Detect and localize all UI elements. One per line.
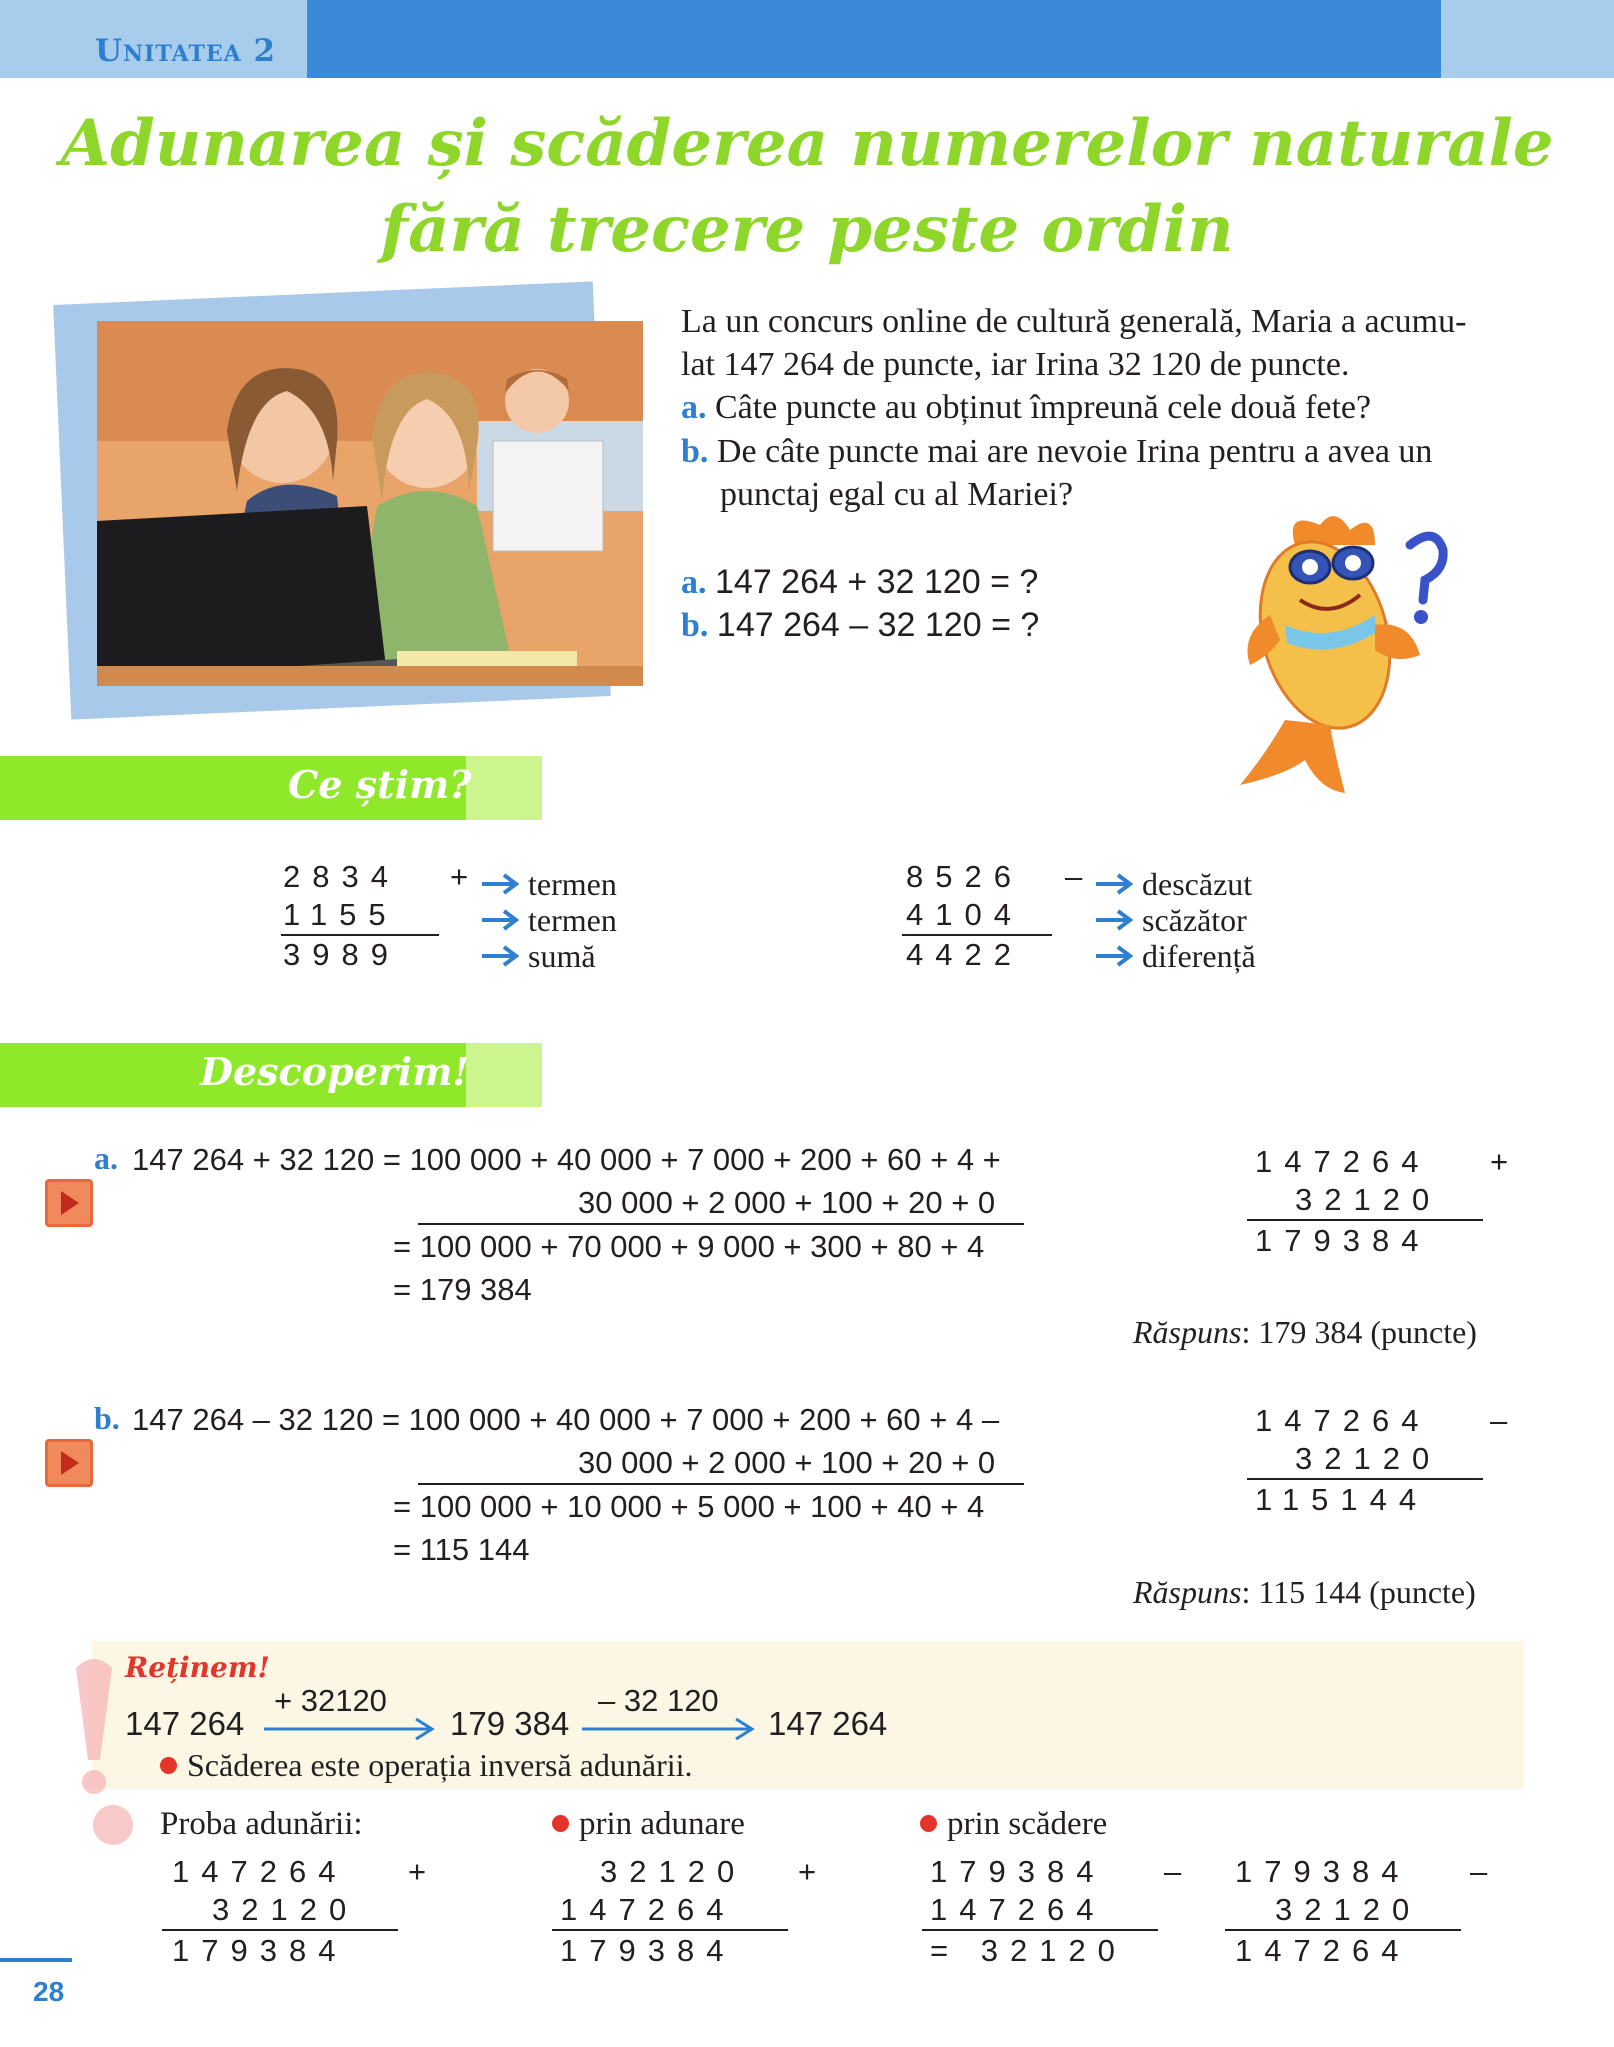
equation-a-label: a. — [681, 564, 707, 601]
retinem-op-plus: + 32120 — [274, 1683, 387, 1718]
part-a-line-2: 30 000 + 2 000 + 100 + 20 + 0 — [578, 1185, 996, 1220]
page-number-rule — [0, 1958, 72, 1962]
fish-mascot-illustration — [1225, 505, 1465, 795]
question-b-continued: punctaj egal cu al Mariei? — [720, 476, 1074, 513]
arrow-right-icon — [480, 873, 520, 895]
retinem-title: Reținem! — [125, 1651, 270, 1684]
addition-labels — [480, 866, 617, 974]
part-a-sum-line — [418, 1223, 1024, 1225]
label-scazator: scăzător — [1142, 902, 1247, 938]
play-icon — [48, 1442, 90, 1484]
bullet-icon — [160, 1757, 177, 1774]
proba-add-line — [552, 1929, 788, 1931]
play-video-button[interactable] — [45, 1179, 93, 1227]
sum-result: 3989 — [283, 937, 400, 972]
part-b-letter: b. — [94, 1400, 120, 1436]
part-b-line-3: = 100 000 + 10 000 + 5 000 + 100 + 40 + 4 — [393, 1489, 985, 1524]
subtrahend: 4104 — [906, 897, 1023, 932]
answer-label: Răspuns — [1133, 1574, 1242, 1610]
addend-2: 1155 — [283, 897, 398, 932]
students-laptop-photo — [97, 321, 643, 686]
equation-a-text: 147 264 + 32 120 = ? — [715, 563, 1039, 601]
minuend: 8526 — [906, 859, 1023, 894]
proba-add-result: 179384 — [560, 1933, 736, 1968]
proba-main-result: 179384 — [172, 1933, 348, 1968]
bullet-icon — [552, 1815, 569, 1832]
equation-b — [681, 604, 1039, 647]
question-b-label: b. — [681, 433, 709, 470]
part-b-sum-line — [418, 1483, 1024, 1485]
proba-add-op: + — [798, 1854, 829, 1889]
proba-sub1-row-2: 147264 — [930, 1892, 1106, 1927]
addition-example — [283, 858, 439, 974]
part-b-col-result: 115144 — [1255, 1482, 1429, 1517]
part-b-col-op: – — [1490, 1403, 1520, 1438]
arrow-right-icon — [480, 909, 520, 931]
proba-sub2-line — [1225, 1929, 1461, 1931]
arrow-right-icon — [1094, 945, 1134, 967]
proba-sub1-row-1: 179384 — [930, 1854, 1106, 1889]
prin-scadere-heading — [920, 1806, 1107, 1843]
part-b-col-row-1: 147264 — [1255, 1403, 1431, 1438]
part-a-line-1: 147 264 + 32 120 = 100 000 + 40 000 + 7 000 + 200 + 60 + 4 + — [132, 1142, 1001, 1177]
part-b-label — [94, 1400, 120, 1437]
part-b-line-4: = 115 144 — [393, 1532, 530, 1567]
page-number: 28 — [33, 1976, 65, 2007]
part-a-col-row-1: 147264 — [1255, 1144, 1431, 1179]
prin-adunare-title: prin adunare — [579, 1806, 745, 1842]
proba-sub2-row-1: 179384 — [1235, 1854, 1411, 1889]
answer-value: : 179 384 (puncte) — [1241, 1314, 1477, 1350]
part-a-col-row-2: 32120 — [1295, 1182, 1442, 1217]
proba-add-row-1: 32120 — [600, 1854, 747, 1889]
question-a — [681, 386, 1371, 429]
part-b-line-2: 30 000 + 2 000 + 100 + 20 + 0 — [578, 1445, 996, 1480]
retinem-note — [160, 1747, 693, 1784]
proba-sub2-op: – — [1470, 1854, 1500, 1889]
retinem-start: 147 264 — [125, 1705, 245, 1742]
proba-main-row-2: 32120 — [212, 1892, 359, 1927]
retinem-mid: 179 384 — [450, 1705, 570, 1742]
unit-label: Unitatea 2 — [95, 33, 277, 69]
problem-line-2: lat 147 264 de puncte, iar Irina 32 120 de puncte. — [681, 346, 1350, 383]
lesson-title-line-1: Adunarea și scăderea numerelor naturale — [60, 106, 1554, 181]
subtraction-example — [906, 858, 1052, 974]
retinem-op-minus: – 32 120 — [598, 1683, 719, 1718]
label-suma: sumă — [528, 938, 596, 974]
prin-scadere-title: prin scădere — [947, 1806, 1108, 1842]
proba-main-row-1: 147264 — [172, 1854, 348, 1889]
section-title-ce-stim: Ce știm? — [288, 762, 472, 807]
label-diferenta: diferență — [1142, 938, 1256, 974]
arrow-right-icon — [480, 945, 520, 967]
arrow-right-icon — [580, 1716, 762, 1742]
prin-adunare-heading — [552, 1806, 745, 1843]
exclamation-mark-icon — [70, 1650, 118, 1798]
proba-title: Proba adunării: — [160, 1806, 363, 1842]
question-a-label: a. — [681, 389, 707, 426]
label-termen-2: termen — [528, 902, 617, 938]
proba-sub2-result: 147264 — [1235, 1933, 1411, 1968]
part-a-col-op: + — [1490, 1144, 1521, 1179]
proba-main-line — [162, 1929, 398, 1931]
retinem-end: 147 264 — [768, 1705, 888, 1742]
equation-a — [681, 561, 1038, 604]
bullet-icon — [920, 1815, 937, 1832]
part-a-line-3: = 100 000 + 70 000 + 9 000 + 300 + 80 + 4 — [393, 1229, 985, 1264]
proba-main-op: + — [408, 1854, 439, 1889]
proba-sub1-line — [922, 1929, 1158, 1931]
equation-b-text: 147 264 – 32 120 = ? — [716, 606, 1040, 644]
pink-circle-marker — [93, 1805, 133, 1845]
section-bar-accent — [466, 756, 542, 820]
section-bar-accent — [466, 1043, 542, 1107]
lesson-title-line-2: fără trecere peste ordin — [380, 192, 1234, 267]
proba-sub1-op: – — [1164, 1854, 1194, 1889]
arrow-right-icon — [262, 1716, 442, 1742]
subtraction-labels — [1094, 866, 1256, 974]
proba-sub1-result: = 32120 — [930, 1933, 1127, 1968]
label-termen-1: termen — [528, 866, 617, 902]
question-a-text: Câte puncte au obținut împreună cele două fete? — [715, 389, 1372, 426]
retinem-note-text: Scăderea este operația inversă adunării. — [187, 1747, 693, 1783]
part-b-col-line — [1247, 1478, 1483, 1480]
question-b-text: De câte puncte mai are nevoie Irina pentru a avea un — [716, 433, 1433, 470]
answer-label: Răspuns — [1133, 1314, 1242, 1350]
part-b-col-row-2: 32120 — [1295, 1441, 1442, 1476]
part-b-line-1: 147 264 – 32 120 = 100 000 + 40 000 + 7 000 + 200 + 60 + 4 – — [132, 1402, 1000, 1437]
part-a-answer — [1133, 1314, 1477, 1351]
part-a-col-line — [1247, 1219, 1483, 1221]
play-video-button[interactable] — [45, 1439, 93, 1487]
part-a-letter: a. — [94, 1140, 118, 1176]
arrow-right-icon — [1094, 873, 1134, 895]
section-title-descoperim: Descoperim! — [200, 1049, 470, 1094]
problem-line-1: La un concurs online de cultură generală, Maria a acumu- — [681, 303, 1467, 340]
proba-add-row-2: 147264 — [560, 1892, 736, 1927]
header-band — [307, 0, 1441, 78]
play-icon — [48, 1182, 90, 1224]
question-b — [681, 430, 1432, 473]
arrow-right-icon — [1094, 909, 1134, 931]
part-a-col-result: 179384 — [1255, 1223, 1431, 1258]
difference-result: 4422 — [906, 937, 1023, 972]
label-descazut: descăzut — [1142, 866, 1253, 902]
part-b-answer — [1133, 1574, 1476, 1611]
proba-sub2-row-2: 32120 — [1275, 1892, 1422, 1927]
part-a-line-4: = 179 384 — [393, 1272, 532, 1307]
part-a-label — [94, 1140, 118, 1177]
plus-sign: + — [450, 859, 481, 894]
answer-value: : 115 144 (puncte) — [1241, 1574, 1476, 1610]
minus-sign: – — [1065, 859, 1095, 894]
equation-b-label: b. — [681, 607, 709, 644]
addend-1: 2834 — [283, 859, 400, 894]
